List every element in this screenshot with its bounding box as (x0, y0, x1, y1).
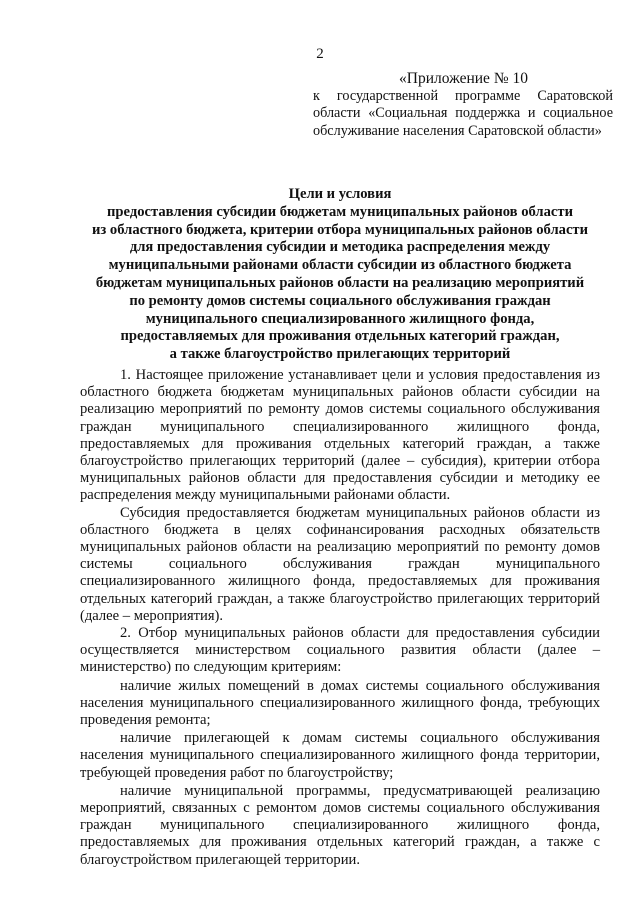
document-body (80, 367, 600, 869)
appendix-header (313, 70, 613, 140)
criterion-paragraph: наличие муниципальной программы, предусматривающей реализацию мероприятий, связанных с ремонтом домов системы социального обслуживания граждан муниципального специализированного жилищного фонда, предоставляемых для проживания отдельных категорий граждан, а также с благоустройством прилегающей территории. (80, 782, 600, 868)
body-paragraph: Субсидия предоставляется бюджетам муниципальных районов области из областного бюджета в целях софинансирования расходных обязательств муниципальных районов области на реализацию мероприятий по ремонту домов системы социального обслуживания граждан муниципального специализированного жилищного фонда, предоставляемых для проживания отдельных категорий граждан, а также благоустройство прилегающих территорий (далее – мероприятия). (80, 504, 600, 624)
title-line: для предоставления субсидии и методика распределения между (129, 239, 551, 256)
title-line: муниципальными районами области субсидии из областного бюджета (108, 257, 572, 274)
document-title (80, 186, 600, 364)
body-paragraph: 2. Отбор муниципальных районов области для предоставления субсидии осуществляется министерством социального развития области (далее – министерство) по следующим критериям: (80, 625, 600, 676)
title-line: а также благоустройство прилегающих территорий (169, 346, 511, 363)
title-line: муниципального специализированного жилищного фонда, (145, 310, 535, 327)
criterion-paragraph: наличие жилых помещений в домах системы социального обслуживания населения муниципального специализированного жилищного фонда, требующих проведения ремонта; (80, 677, 600, 729)
appendix-line: области «Социальная поддержка и социальное (313, 105, 613, 121)
title-line: бюджетам муниципальных районов области на реализацию мероприятий (95, 274, 585, 291)
title-line: из областного бюджета, критерии отбора муниципальных районов области (91, 221, 588, 238)
criterion-paragraph: наличие прилегающей к домам системы социального обслуживания населения муниципального специализированного жилищного фонда территории, требующей проведения работ по благоустройству; (80, 730, 600, 781)
title-line: предоставления субсидии бюджетам муниципальных районов области (107, 203, 573, 220)
appendix-title: «Приложение № 10 (399, 70, 528, 87)
title-heading: Цели и условия (288, 186, 392, 202)
appendix-line: обслуживание населения Саратовской области» (313, 122, 602, 139)
page-number: 2 (316, 46, 324, 62)
title-line: предоставляемых для проживания отдельных категорий граждан, (120, 328, 560, 345)
appendix-line: к государственной программе Саратовской (313, 87, 613, 104)
title-line: по ремонту домов системы социального обслуживания граждан (129, 292, 551, 309)
body-paragraph: 1. Настоящее приложение устанавливает цели и условия предоставления из областного бюджета бюджетам муниципальных районов области субсидии на реализацию мероприятий по ремонту домов системы социального обслуживания граждан муниципального специализированного жилищного фонда, предоставляемых для проживания отдельных категорий граждан, а также благоустройство прилегающих территорий (далее – субсидия), критерии отбора муниципальных районов области для предоставления субсидии и методику ее распределения между муниципальными районами области. (80, 367, 600, 504)
